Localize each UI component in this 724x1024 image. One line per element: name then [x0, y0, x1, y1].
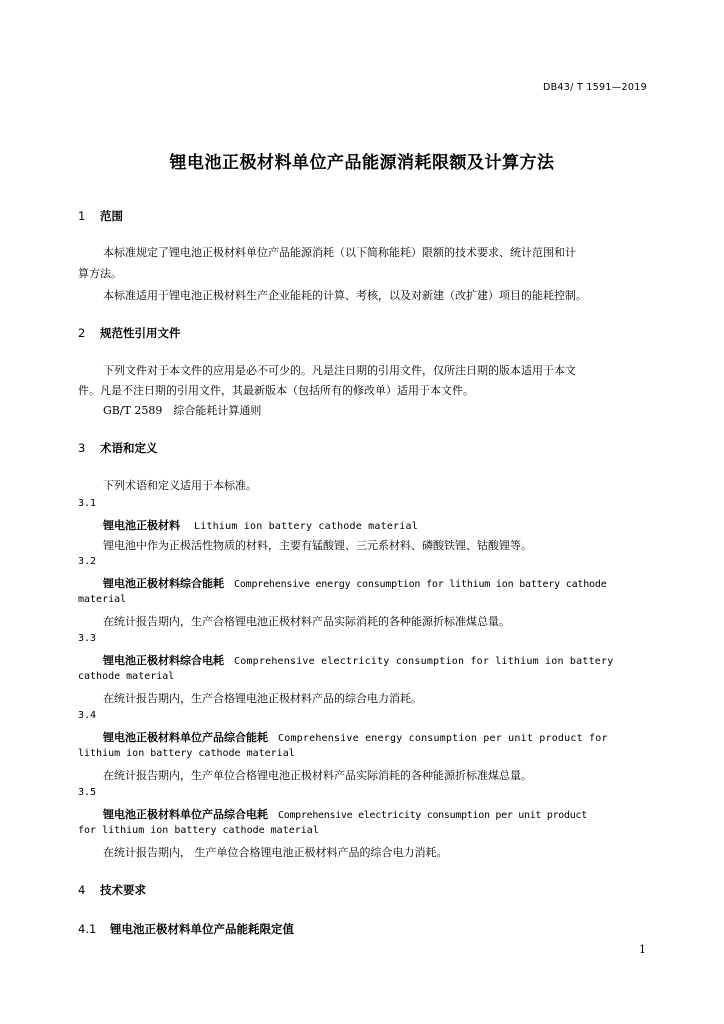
- section-4-1-heading: [78, 921, 294, 937]
- page-number: 1: [639, 943, 646, 956]
- references-paragraph-cont: 件。凡是不注日期的引用文件，其最新版本（包括所有的修改单）适用于本文件。: [78, 384, 474, 397]
- term-definition: 在统计报告期内，生产合格锂电池正极材料产品的综合电力消耗。: [103, 692, 422, 705]
- section-title: 术语和定义: [100, 441, 158, 455]
- section-title: 技术要求: [100, 883, 146, 897]
- scope-paragraph-1: 本标准规定了锂电池正极材料单位产品能源消耗（以下简称能耗）限额的技术要求、统计范围和计: [103, 246, 576, 259]
- term-en: Comprehensive electricity consumption for lithium ion battery: [234, 656, 614, 667]
- term-definition: 锂电池中作为正极活性物质的材料，主要有锰酸锂、三元系材料、磷酸铁锂、钴酸锂等。: [103, 539, 532, 552]
- standard-code: DB43/ T 1591—2019: [543, 82, 647, 93]
- term-en-cont: cathode material: [78, 671, 175, 682]
- section-number: 4.1: [78, 922, 97, 936]
- section-number: 3: [78, 441, 86, 455]
- term-number: 3.2: [78, 556, 97, 567]
- term-en: Lithium ion battery cathode material: [194, 521, 418, 532]
- term-en: Comprehensive energy consumption for lithium ion battery cathode: [234, 579, 607, 590]
- term-cn: 锂电池正极材料综合电耗: [103, 654, 224, 667]
- section-1-heading: [78, 208, 123, 224]
- term-number: 3.3: [78, 633, 97, 644]
- section-3-heading: [78, 440, 158, 456]
- section-4-heading: [78, 882, 146, 898]
- term-en: Comprehensive electricity consumption per unit product: [278, 810, 587, 821]
- term-heading: [103, 652, 613, 668]
- section-number: 2: [78, 326, 86, 340]
- section-title: 锂电池正极材料单位产品能耗限定值: [110, 922, 294, 936]
- section-title: 范围: [100, 209, 123, 223]
- terms-intro: 下列术语和定义适用于本标准。: [103, 479, 257, 492]
- term-en-cont: material: [78, 594, 127, 605]
- term-cn: 锂电池正极材料单位产品综合能耗: [103, 731, 268, 744]
- term-heading: [103, 517, 418, 533]
- term-heading: [103, 575, 607, 591]
- references-paragraph: 下列文件对于本文件的应用是必不可少的。凡是注日期的引用文件，仅所注日期的版本适用于本文: [103, 364, 576, 377]
- term-definition: 在统计报告期内， 生产单位合格锂电池正极材料产品的综合电力消耗。: [103, 846, 448, 859]
- term-cn: 锂电池正极材料: [103, 519, 180, 532]
- term-en-cont: for lithium ion battery cathode material: [78, 825, 319, 836]
- document-title: 锂电池正极材料单位产品能源消耗限额及计算方法: [169, 153, 555, 173]
- scope-paragraph-1-cont: 算方法。: [78, 267, 122, 280]
- term-cn: 锂电池正极材料综合能耗: [103, 577, 224, 590]
- section-number: 4: [78, 883, 86, 897]
- term-en-cont: lithium ion battery cathode material: [78, 748, 295, 759]
- term-number: 3.1: [78, 498, 97, 509]
- section-number: 1: [78, 209, 86, 223]
- term-en: Comprehensive energy consumption per unit product for: [278, 733, 608, 744]
- term-number: 3.4: [78, 710, 97, 721]
- term-cn: 锂电池正极材料单位产品综合电耗: [103, 808, 268, 821]
- term-number: 3.5: [78, 787, 97, 798]
- section-2-heading: [78, 325, 181, 341]
- reference-item: GB/T 2589 综合能耗计算通则: [103, 404, 262, 417]
- term-heading: [103, 729, 608, 745]
- term-heading: [103, 806, 587, 822]
- term-definition: 在统计报告期内，生产合格锂电池正极材料产品实际消耗的各种能源折标准煤总量。: [103, 615, 510, 628]
- scope-paragraph-2: 本标准适用于锂电池正极材料生产企业能耗的计算、考核，以及对新建（改扩建）项目的能耗控制。: [103, 289, 587, 302]
- section-title: 规范性引用文件: [100, 326, 181, 340]
- term-definition: 在统计报告期内，生产单位合格锂电池正极材料产品实际消耗的各种能源折标准煤总量。: [103, 769, 532, 782]
